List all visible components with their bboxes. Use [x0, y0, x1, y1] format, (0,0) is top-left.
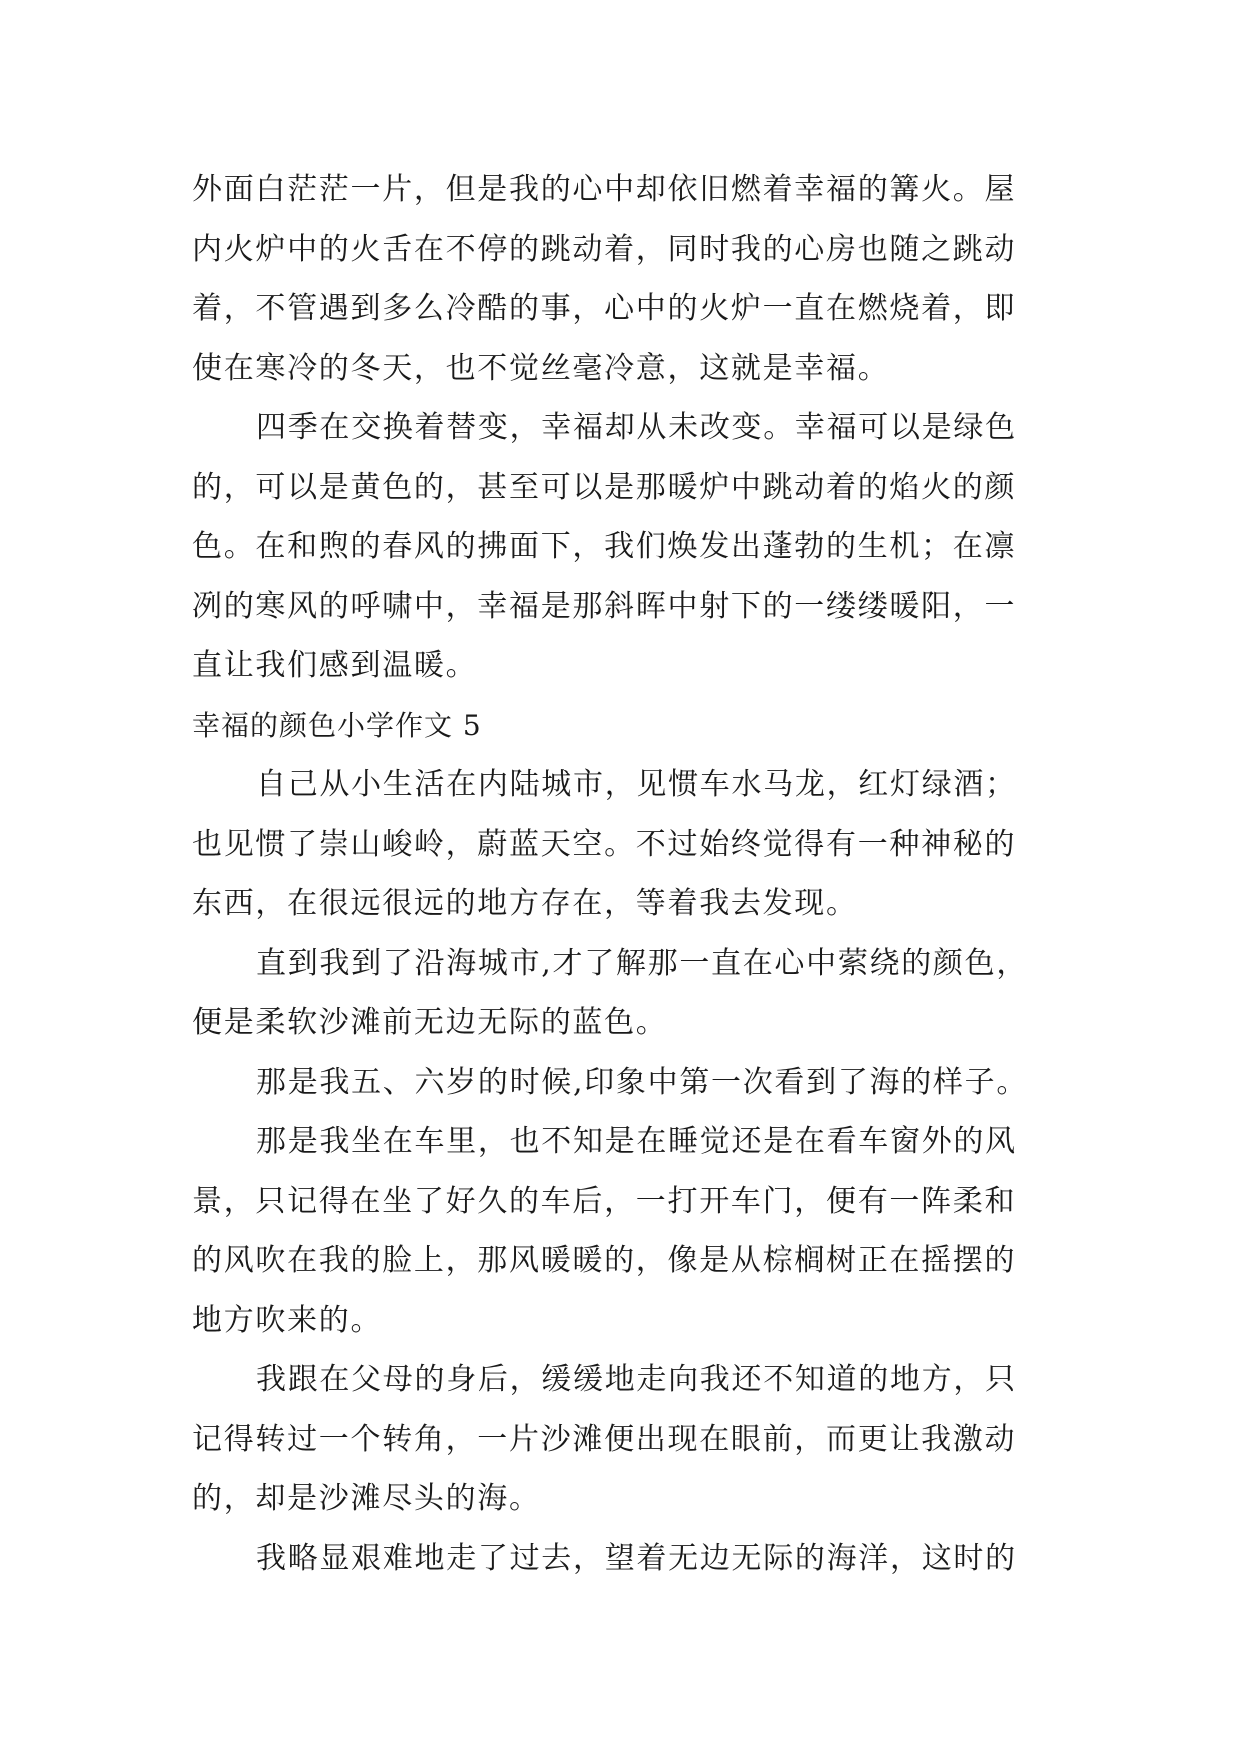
text-line: 也见惯了崇山峻岭，蔚蓝天空。不过始终觉得有一种神秘的 — [192, 826, 1017, 862]
text-line: 的，却是沙滩尽头的海。 — [192, 1481, 541, 1516]
paragraph-start-line: 那是我五、六岁的时候,印象中第一次看到了海的样子。 — [256, 1064, 1029, 1100]
paragraph-start-line: 自己从小生活在内陆城市，见惯车水马龙，红灯绿酒； — [256, 767, 1017, 802]
document-page — [192, 160, 1052, 1588]
text-line: 的，可以是黄色的，甚至可以是那暖炉中跳动着的焰火的颜 — [192, 469, 1017, 505]
text-line: 记得转过一个转角，一片沙滩便出现在眼前，而更让我激动 — [192, 1421, 1017, 1457]
text-line: 景，只记得在坐了好久的车后，一打开车门，便有一阵柔和 — [192, 1183, 1017, 1219]
paragraph-start-line: 四季在交换着替变，幸福却从未改变。幸福可以是绿色 — [256, 410, 1017, 445]
text-line: 内火炉中的火舌在不停的跳动着，同时我的心房也随之跳动 — [192, 231, 1017, 267]
paragraph-start-line: 我略显艰难地走了过去，望着无边无际的海洋，这时的 — [256, 1540, 1017, 1576]
text-line: 色。在和煦的春风的拂面下，我们焕发出蓬勃的生机；在凛 — [192, 529, 1017, 564]
text-line: 使在寒冷的冬天，也不觉丝毫冷意，这就是幸福。 — [192, 350, 890, 386]
paragraph-start-line: 我跟在父母的身后，缓缓地走向我还不知道的地方，只 — [256, 1362, 1017, 1397]
text-line: 便是柔软沙滩前无边无际的蓝色。 — [192, 1005, 668, 1040]
text-line: 东西，在很远很远的地方存在，等着我去发现。 — [192, 886, 858, 921]
paragraph-start-line: 那是我坐在车里，也不知是在睡觉还是在看车窗外的风 — [256, 1124, 1017, 1159]
text-line: 的风吹在我的脸上，那风暖暖的，像是从棕榈树正在摇摆的 — [192, 1243, 1017, 1278]
text-line: 直让我们感到温暖。 — [192, 648, 478, 683]
text-line: 冽的寒风的呼啸中，幸福是那斜晖中射下的一缕缕暖阳，一 — [192, 588, 1017, 624]
text-line: 外面白茫茫一片，但是我的心中却依旧燃着幸福的篝火。屋 — [192, 172, 1017, 207]
section-heading: 幸福的颜色小学作文 5 — [192, 708, 482, 742]
text-line: 着，不管遇到多么冷酷的事，心中的火炉一直在燃烧着，即 — [192, 291, 1017, 326]
text-line: 地方吹来的。 — [192, 1302, 383, 1338]
paragraph-start-line: 直到我到了沿海城市,才了解那一直在心中萦绕的颜色， — [256, 945, 1029, 981]
